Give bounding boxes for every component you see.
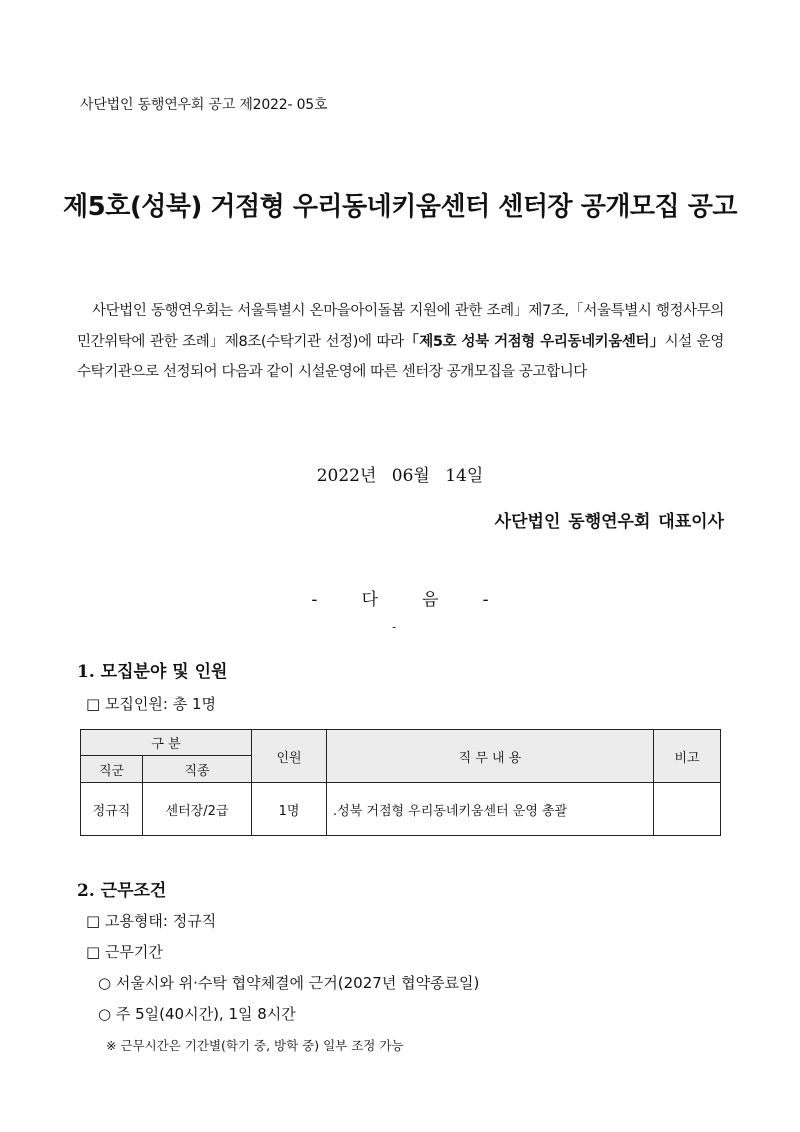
intro-highlight: 「제5호 성북 거점형 우리동네키움센터」 bbox=[403, 333, 665, 350]
recruit-count: □ 모집인원: 총 1명 bbox=[86, 695, 217, 713]
intro-paragraph bbox=[77, 296, 724, 388]
next-sub-dash: - bbox=[392, 620, 397, 634]
announcement-date: 2022년 06월 14일 bbox=[316, 466, 484, 486]
section2-heading: 2. 근무조건 bbox=[77, 881, 167, 901]
th-type: 직종 bbox=[143, 756, 252, 783]
next-heading bbox=[0, 585, 800, 610]
work-hours: ○ 주 5일(40시간), 1일 8시간 bbox=[98, 1005, 296, 1023]
signer: 사단법인 동행연우회 대표이사 bbox=[494, 512, 724, 532]
intro-text-part1: 사단법인 동행연우회는 서울특별시 온마을아이돌봄 지원에 관한 조례」제7조,「서울특별시 행정사무의 민간위탁에 관한 조례」제8조(수탁기관 선정)에 따라 bbox=[77, 303, 724, 350]
employment-type: □ 고용형태: 정규직 bbox=[86, 912, 217, 930]
next-char-2: 음 bbox=[422, 590, 439, 610]
work-period-basis: ○ 서울시와 위·수탁 협약체결에 근거(2027년 협약종료일) bbox=[98, 974, 480, 992]
th-group: 직군 bbox=[81, 756, 143, 783]
cell-type: 센터장/2급 bbox=[143, 783, 252, 836]
cell-duty: .성북 거점형 우리동네키움센터 운영 총괄 bbox=[327, 783, 654, 836]
th-category: 구 분 bbox=[81, 730, 252, 756]
next-dash-left: - bbox=[311, 590, 318, 610]
table-row bbox=[81, 783, 721, 836]
section1-heading: 1. 모집분야 및 인원 bbox=[77, 662, 228, 682]
cell-count: 1명 bbox=[252, 783, 327, 836]
th-duty: 직 무 내 용 bbox=[327, 730, 654, 783]
page-title: 제5호(성북) 거점형 우리동네키움센터 센터장 공개모집 공고 bbox=[63, 192, 737, 222]
notice-number: 사단법인 동행연우회 공고 제2022- 05호 bbox=[80, 97, 328, 113]
next-dash-right: - bbox=[482, 590, 489, 610]
th-count: 인원 bbox=[252, 730, 327, 783]
cell-note bbox=[654, 783, 721, 836]
work-period-label: □ 근무기간 bbox=[86, 943, 163, 961]
intro-text-part2: 시설 운영 수탁기관으로 선정되어 다음과 같이 시설운영에 따른 센터장 공개모집을 공고합니다 bbox=[77, 333, 724, 380]
recruit-table bbox=[80, 729, 721, 836]
work-hours-note: ※ 근무시간은 기간별(학기 중, 방학 중) 일부 조정 가능 bbox=[106, 1038, 404, 1053]
next-char-1: 다 bbox=[361, 590, 378, 610]
th-note: 비고 bbox=[654, 730, 721, 783]
cell-group: 정규직 bbox=[81, 783, 143, 836]
